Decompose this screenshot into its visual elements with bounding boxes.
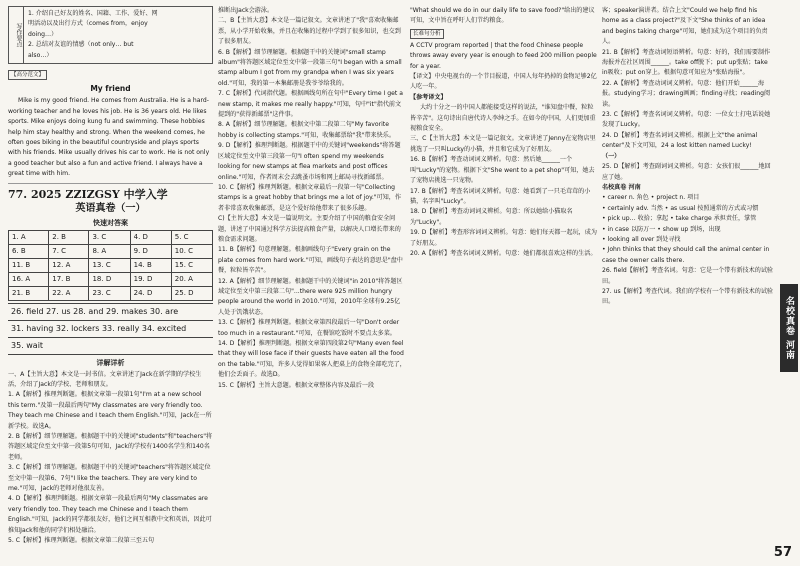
analysis-item: 14. D【解析】推理判断题。根据文章第四段第2句"Many even feel that they will lose face if their guests have eaten all the food on the table."可知，许多人觉得如果客人把桌上的食物全部吃完了，他们会丢面子。故选D。 [218,340,406,379]
answer-cell: 24. D [130,287,171,301]
table-row [9,245,213,259]
fill-answer-row: 35. wait [8,338,213,355]
analysis-item: 19. D【解析】考查形容词词义辨析。句意：她们每天都一起玩，成为了好朋友。 [410,229,597,247]
analysis-item: 23. C【解析】考查名词词义辨析。句意：一位女士打电话说她发现了Lucky。 [602,111,771,129]
analysis-item: 3. C【解析】细节理解题。根据题干中的关键词"teachers"将答题区域定位至文中第一段第6、7句"I like the teachers. They are very kind to me."可知，Jack的老师对他很友善。 [8,464,211,492]
table-row [9,259,213,273]
answer-cell: 5. C [171,231,212,245]
answer-cell: 22. A [49,287,89,301]
analysis-item: 20. A【解析】考查名词词义辨析。句意：她们都很喜欢这样的生活。 [410,249,597,257]
analysis-header: 详解详析 [96,359,125,368]
answer-cell: 21. B [9,287,49,301]
analysis-item: 12. A【解析】细节理解题。根据题干中的关键词"in 2010"将答题区域定位至文中第三段第二句"...there were 925 million hungry people around the world in 2010."可知，2010年全球有9.25亿人处于饥饿状态。 [218,277,403,316]
analysis-item: 1. A【解析】推理判断题。根据文章第一段第1句"I'm at a new school this term."及第一段最后两句"My classmates are very friendly too. They teach me Chinese and I teach them English."可知，Jack在一所新学校。故选A。 [8,391,212,430]
analysis-item: 13. C【解析】推理判断题。根据文章第四段最后一句"Don't order too much in a restaurant."可知，在餐馆吃饭时不要点太多菜。 [218,319,400,337]
sample-essay-tag: 【高分范文】 [8,70,47,80]
answer-cell: 20. A [171,273,212,287]
answer-cell: 10. C [171,245,212,259]
answer-cell: 2. B [49,231,89,245]
reference-translation: 大约十分之一的中国人都能接受这样的说法，"谁知盘中餐，粒粒皆辛苦"。这句诗出自唐代诗人李绅之手。在如今的中国，人们更加重视粮食安全。 [410,104,596,133]
essay-title: My friend [90,84,131,94]
section-label: 名校真卷 河南 [602,183,641,191]
answer-cell: 18. D [89,273,130,287]
page-number: 57 [773,545,792,560]
reference-translation-header: 【参考译文】 [410,93,447,101]
analysis-item: 三、C【主旨大意】本文是一篇记叙文。文章讲述了Jenny在宠物店里挑选了一只叫Lucky的小猫，并且和它成为了好朋友。 [410,135,596,153]
long-sentence: A CCTV program reported | that the food Chinese people throws away every year is enough to feed 200 million people for a year. [410,41,597,70]
analysis-item: "What should we do in our daily life to save food?"给出的建议可知，文中旨在呼吁人们节约粮食。 [410,7,595,25]
vocab-item: • pick up… 收拾；拿起 • take charge 承担责任，掌管 [602,215,757,223]
long-sentence-tag: 长难句分析 [410,29,444,39]
table-row [9,231,213,245]
column-4 [602,6,774,560]
writing-points-list [24,7,212,63]
vocab-item: • looking all over 到处寻找 [602,235,681,243]
sentence-translation: 【译文】中央电视台的一个节目报道，中国人每年扔掉的食物足够2亿人吃一年。 [410,73,597,91]
divider [8,183,213,184]
analysis-item: 7. C【解析】代词指代题。根据画线句所在句中"Every time I get a new stamp, it makes me really happy."可知，句中"it"指代前文提到的"获得新邮票"这件事。 [218,90,403,119]
quick-key-header: 快速对答案 [93,218,128,227]
mcq-answer-table [8,230,213,301]
answer-cell: 11. B [9,259,49,273]
analysis-item: 21. B【解析】考查动词短语辨析。句意：好的，我们需要制作海报并在社区周围______。take off脱下；put up张贴；take in吸收；put on穿上。根据句意可知应为"张贴海报"。 [602,48,771,77]
analysis-item: 25. D【解析】考查副词词义辨析。句意：女孩们很______地回应了她。 [602,163,771,181]
vocab-item: • in case 以防万一 • show up 到场，出现 [602,225,721,233]
fill-answer-row: 31. having 32. lockers 33. really 34. excited [8,321,213,338]
answer-cell: 1. A [9,231,49,245]
answer-cell: 17. B [49,273,89,287]
analysis-item: 二、B【主旨大意】本文是一篇记叙文。文章讲述了"我"喜欢收集邮票，从小学开始收集，并且在收集的过程中学到了很多知识，也交到了很多朋友。 [218,17,401,46]
exam-title: 77. 2025 ZZIZGSY 中学入学 [8,187,168,201]
analysis-item: 10. C【解析】推理判断题。根据文章最后一段第一句"Collecting stamps is a great hobby that brings me a lot of joy."可知，作者非常喜欢收集邮票，是这个爱好给他带来了很多乐趣。 [218,183,401,212]
analysis-item: 11. B【解析】句意理解题。根据画线句子"Every grain on the plate comes from hard work."可知，画线句子表达的意思是"盘中餐，粒粒皆辛苦"。 [218,246,403,275]
fill-answers [8,303,213,355]
column-2 [218,6,406,560]
table-row [9,287,213,301]
column-3 [410,6,598,560]
analysis-item: 16. B【解析】考查动词词义辨析。句意：然后她______一个叫"Lucky"的宠物。根据下文"She went to a pet shop"可知，她去了宠物店挑选一只宠物。 [410,156,595,185]
answer-cell: 15. C [171,259,212,273]
answer-cell: 23. C [89,287,130,301]
analysis-item: 客；speaker演讲者。结合上文"Could we help find his home as a class project?"及下文"She thinks of an idea and begins taking charge"可知，她们成为这个项目的负责人。 [602,7,768,46]
answer-cell: 16. A [9,273,49,287]
answer-cell: 8. A [89,245,130,259]
writing-point-line: 2. 总结对友谊的情感（not only… but [28,41,134,49]
side-tab-label: 名校真卷 河南 [780,284,798,372]
writing-point-line: 1. 介绍自己好友的姓名、国籍、工作、爱好、网 [28,10,158,17]
answer-cell: 14. B [130,259,171,273]
analysis-item: 6. B【解析】细节理解题。根据题干中的关键词"small stamp album"将答题区域定位至文中第一段第三句"I began with a small stamp album I got from my grandpa when I was six years old."可知，我的第一本集邮册是我爷爷给我的。 [218,48,402,87]
answer-cell: 3. C [89,231,130,245]
writing-point-line: doing…） [28,30,58,38]
analysis-item: 5. C【解析】推理判断题。根据文章第二段第三至五句 [8,537,155,544]
analysis-item: 4. D【解析】推理判断题。根据文章第一段最后两句"My classmates are very friendly too. They teach me Chinese and I teach them English."可知，Jack的同学都很友好，他们之间互相教中文和英语，因此可推知Jack和他的同学们相处融洽。 [8,495,212,534]
analysis-item: 26. field【解析】考查名词。句意：它是一个带有新技术的试验田。 [602,267,774,285]
analysis-item: 2. B【解析】细节理解题。根据题干中的关键词"students"和"teachers"将答题区域定位至文中第一段第5句可知，Jack的学校有1400名学生和140名老师。 [8,432,213,461]
section-marker: （一） [602,152,621,160]
example-sentence: • John thinks that they should call the animal center in case the owner calls there. [602,246,770,264]
fill-answer-row: 26. field 27. us 28. and 29. makes 30. are [8,303,213,321]
answer-cell: 6. B [9,245,49,259]
column-1 [8,6,213,560]
writing-points-box [8,6,213,64]
table-row [9,273,213,287]
analysis-item: 推断出Jack会游泳。 [218,7,274,14]
analysis-item: 27. us【解析】考查代词。我们的学校有一个带有新技术的试验田。 [602,287,774,306]
writing-points-label: 写作要点 [9,7,24,63]
analysis-item: 17. B【解析】考查名词词义辨析。句意：她看到了一只毛茸茸的小猫，名字叫"Lucky"。 [410,187,591,205]
analysis-item: 22. A【解析】考查动词词义辨析。句意：他们开始______海报。studying学习；drawing画画；finding寻找；reading阅读。 [602,79,771,108]
answer-cell: 13. C [89,259,130,273]
answer-cell: 25. D [171,287,212,301]
answer-cell: 12. A [49,259,89,273]
analysis-item: C)【主旨大意】本文是一篇说明文。主要介绍了中国的粮食安全问题，讲述了中国通过科学方法提高粮食产量，以解决人口增长带来的粮食需求问题。 [218,215,401,243]
analysis-item: 15. C【解析】主旨大意题。根据文章整体内容及最后一段 [218,381,375,389]
analysis-item: 一、A【主旨大意】本文是一封书信。文章讲述了Jack在新学期的学校生活，介绍了Jack的学校、老师和朋友。 [8,370,202,388]
exam-subtitle: 英语真卷（一） [75,202,146,214]
writing-point-line: 明活动以及出行方式（comes from，enjoy [28,20,148,28]
answer-cell: 9. D [130,245,171,259]
answer-cell: 7. C [49,245,89,259]
answer-cell: 19. D [130,273,171,287]
analysis-item: 24. D【解析】考查名词词义辨析。根据上文"the animal center"及下文可知，24 a lost kitten named Lucky! [602,131,758,150]
vocab-item: • certainly adv. 当然 • as usual 按照通常的方式或习惯 [602,204,759,212]
writing-point-line: also…） [28,51,53,59]
analysis-item: 8. A【解析】细节理解题。根据文中第二段第二句"My favorite hobby is collecting stamps."可知，收集邮票给"我"带来快乐。 [218,121,395,139]
essay-paragraph: Mike is my good friend. He comes from Australia. He is a hard-working teacher and he loves his job. He is 36 years old. He likes sports. Mike enjoys doing kung fu and swimming. These hobbies help him stay healthy and strong. When the weekend comes, he often goes biking in the beautiful countryside and plays sports with his friends. Mike usually drives his car to work. He is not only a good teacher but also a fun and active friend. I always have a great time with him. [8,97,210,178]
vocab-item: • career n. 角色 • project n. 项目 [602,194,700,202]
analysis-item: 18. D【解析】考查动词词义辨析。句意：所以她给小猫取名为"Lucky"。 [410,208,573,226]
answer-cell: 4. D [130,231,171,245]
side-tab-bar [778,0,800,566]
analysis-item: 9. D【解析】推理判断题。根据题干中的关键词"weekends"将答题区域定位至文中第三段第一句"I often spend my weekends looking for new stamps at flea markets and post offices online."可知，作者周末会去跳蚤市场和网上邮局寻找新邮票。 [218,142,401,181]
